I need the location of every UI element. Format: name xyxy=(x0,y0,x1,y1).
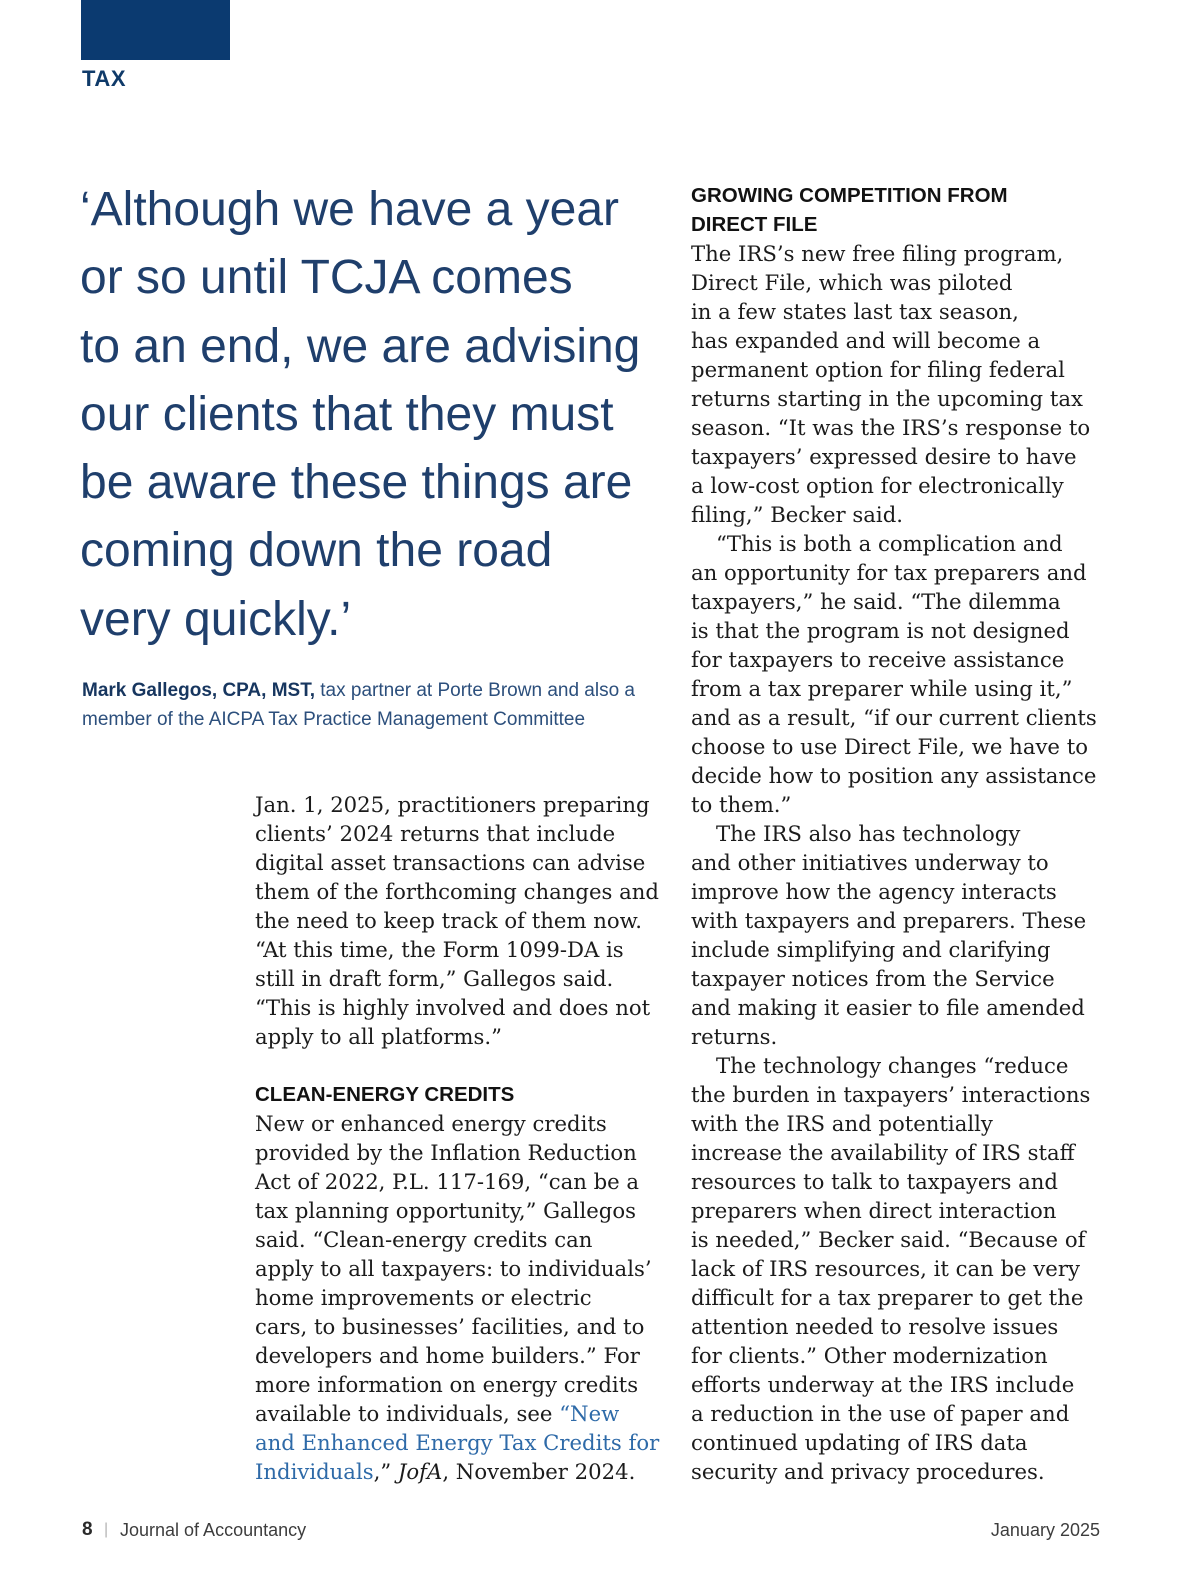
body-text-line: season. “It was the IRS’s response to xyxy=(691,415,1091,440)
body-text-line: more information on energy credits xyxy=(255,1372,639,1397)
body-text-line: clients’ 2024 returns that include xyxy=(255,821,616,846)
body-text-line: security and privacy procedures. xyxy=(691,1459,1045,1484)
body-text-line: digital asset transactions can advise xyxy=(255,850,646,875)
body-text-line: and making it easier to file amended xyxy=(691,995,1085,1020)
body-text-line: for clients.” Other modernization xyxy=(691,1343,1048,1368)
body-text-line: difficult for a tax preparer to get the xyxy=(691,1285,1084,1310)
body-text-line: increase the availability of IRS staff xyxy=(691,1140,1075,1165)
body-text-line: New or enhanced energy credits xyxy=(255,1111,607,1136)
body-text-line: the burden in taxpayers’ interactions xyxy=(691,1082,1091,1107)
body-text-line: has expanded and will become a xyxy=(691,328,1041,353)
body-text-line: home improvements or electric xyxy=(255,1285,592,1310)
body-text-line: filing,” Becker said. xyxy=(691,502,903,527)
body-text-line: from a tax preparer while using it,” xyxy=(691,676,1073,701)
body-text-line xyxy=(255,1399,685,1428)
attribution-role: member of the AICPA Tax Practice Management Committee xyxy=(82,709,586,730)
body-text-line: tax planning opportunity,” Gallegos xyxy=(255,1198,636,1223)
body-text-line: permanent option for filing federal xyxy=(691,357,1065,382)
body-text-line: to them.” xyxy=(691,792,792,817)
body-text-line: taxpayers,” he said. “The dilemma xyxy=(691,589,1061,614)
body-text-line: lack of IRS resources, it can be very xyxy=(691,1256,1080,1281)
paragraph xyxy=(691,1051,1161,1486)
pull-quote-line: to an end, we are advising xyxy=(80,319,641,373)
body-text-line: include simplifying and clarifying xyxy=(691,937,1051,962)
body-text-line: provided by the Inflation Reduction xyxy=(255,1140,637,1165)
paragraph xyxy=(255,1109,685,1486)
left-column xyxy=(255,790,685,1486)
body-text-line: Act of 2022, P.L. 117-169, “can be a xyxy=(255,1169,640,1194)
body-text-line: said. “Clean-energy credits can xyxy=(255,1227,593,1252)
attribution-role: tax partner at Porte Brown and also a xyxy=(320,680,635,701)
section-color-bar xyxy=(81,0,230,60)
body-text-line: continued updating of IRS data xyxy=(691,1430,1028,1455)
body-text-line: taxpayers’ expressed desire to have xyxy=(691,444,1077,469)
body-text-line: resources to talk to taxpayers and xyxy=(691,1169,1058,1194)
body-text-line: an opportunity for tax preparers and xyxy=(691,560,1087,585)
body-text-line: with the IRS and potentially xyxy=(691,1111,993,1136)
body-text-line: is needed,” Becker said. “Because of xyxy=(691,1227,1086,1252)
pull-quote-line: or so until TCJA comes xyxy=(80,251,573,305)
body-text-line: apply to all taxpayers: to individuals’ xyxy=(255,1256,652,1281)
body-text-line: apply to all platforms.” xyxy=(255,1024,502,1049)
body-text-line: and as a result, “if our current clients xyxy=(691,705,1097,730)
body-text-line: still in draft form,” Gallegos said. xyxy=(255,966,614,991)
body-text-line: developers and home builders.” For xyxy=(255,1343,640,1368)
body-text-line: with taxpayers and preparers. These xyxy=(691,908,1087,933)
right-column xyxy=(691,181,1161,1486)
body-text-line: returns. xyxy=(691,1024,778,1049)
energy-credits-article-link[interactable]: Individuals xyxy=(255,1459,374,1484)
journal-title: JofA xyxy=(397,1459,443,1484)
attribution-name: Mark Gallegos, CPA, MST, xyxy=(82,680,315,701)
paragraph xyxy=(691,819,1161,1051)
body-text-line: them of the forthcoming changes and xyxy=(255,879,659,904)
footer-separator: | xyxy=(104,1521,109,1538)
attribution-line xyxy=(82,676,682,705)
body-text-line: The technology changes “reduce xyxy=(716,1053,1069,1078)
body-text-line: a low-cost option for electronically xyxy=(691,473,1064,498)
body-text-line: “This is highly involved and does not xyxy=(255,995,651,1020)
body-text-line: cars, to businesses’ facilities, and to xyxy=(255,1314,645,1339)
body-text-line: is that the program is not designed xyxy=(691,618,1070,643)
body-text-line: and other initiatives underway to xyxy=(691,850,1049,875)
body-text-line: “At this time, the Form 1099-DA is xyxy=(255,937,624,962)
body-text-line: a reduction in the use of paper and xyxy=(691,1401,1070,1426)
reference-close-quote: ,” xyxy=(373,1459,392,1484)
page-footer xyxy=(82,1517,1100,1543)
body-text-line: returns starting in the upcoming tax xyxy=(691,386,1083,411)
pull-quote-line: ‘Although we have a year xyxy=(80,183,620,236)
publication-name: Journal of Accountancy xyxy=(120,1520,307,1540)
paragraph xyxy=(691,239,1161,529)
section-heading: CLEAN-ENERGY CREDITS xyxy=(255,1083,515,1106)
body-text-line: for taxpayers to receive assistance xyxy=(691,647,1065,672)
body-text-line: The IRS’s new free filing program, xyxy=(691,241,1064,266)
body-text-line xyxy=(255,1457,685,1486)
section-label: TAX xyxy=(82,66,127,91)
body-text-line: Jan. 1, 2025, practitioners preparing xyxy=(255,792,650,817)
pull-quote-line: be aware these things are xyxy=(80,456,633,510)
body-text-line: the need to keep track of them now. xyxy=(255,908,643,933)
body-text-line: decide how to position any assistance xyxy=(691,763,1097,788)
paragraph xyxy=(691,529,1161,819)
page-number: 8 xyxy=(82,1519,93,1540)
pull-quote xyxy=(80,176,680,654)
pull-quote-line: coming down the road xyxy=(80,524,553,578)
body-text-line: efforts underway at the IRS include xyxy=(691,1372,1075,1397)
section-heading: DIRECT FILE xyxy=(691,213,818,236)
body-text-line: Direct File, which was piloted xyxy=(691,270,1013,295)
body-text-line xyxy=(255,1428,685,1457)
body-text-line: “This is both a complication and xyxy=(716,531,1063,556)
body-text-line: attention needed to resolve issues xyxy=(691,1314,1059,1339)
body-text-line: choose to use Direct File, we have to xyxy=(691,734,1088,759)
reference-date: , November 2024. xyxy=(442,1459,636,1484)
reference-lead-in: available to individuals, see xyxy=(255,1401,553,1426)
body-text-line: improve how the agency interacts xyxy=(691,879,1057,904)
section-heading: GROWING COMPETITION FROM xyxy=(691,184,1008,207)
body-text-line: taxpayer notices from the Service xyxy=(691,966,1055,991)
paragraph xyxy=(255,790,685,1051)
body-text-line: preparers when direct interaction xyxy=(691,1198,1057,1223)
pull-quote-line: very quickly.’ xyxy=(80,592,352,646)
pull-quote-line: our clients that they must xyxy=(80,387,614,441)
issue-date: January 2025 xyxy=(990,1520,1100,1540)
energy-credits-article-link[interactable]: “New xyxy=(559,1401,620,1426)
energy-credits-article-link[interactable]: and Enhanced Energy Tax Credits for xyxy=(255,1430,660,1455)
quote-attribution xyxy=(82,676,682,734)
body-text-line: The IRS also has technology xyxy=(716,821,1021,846)
body-text-line: in a few states last tax season, xyxy=(691,299,1019,324)
